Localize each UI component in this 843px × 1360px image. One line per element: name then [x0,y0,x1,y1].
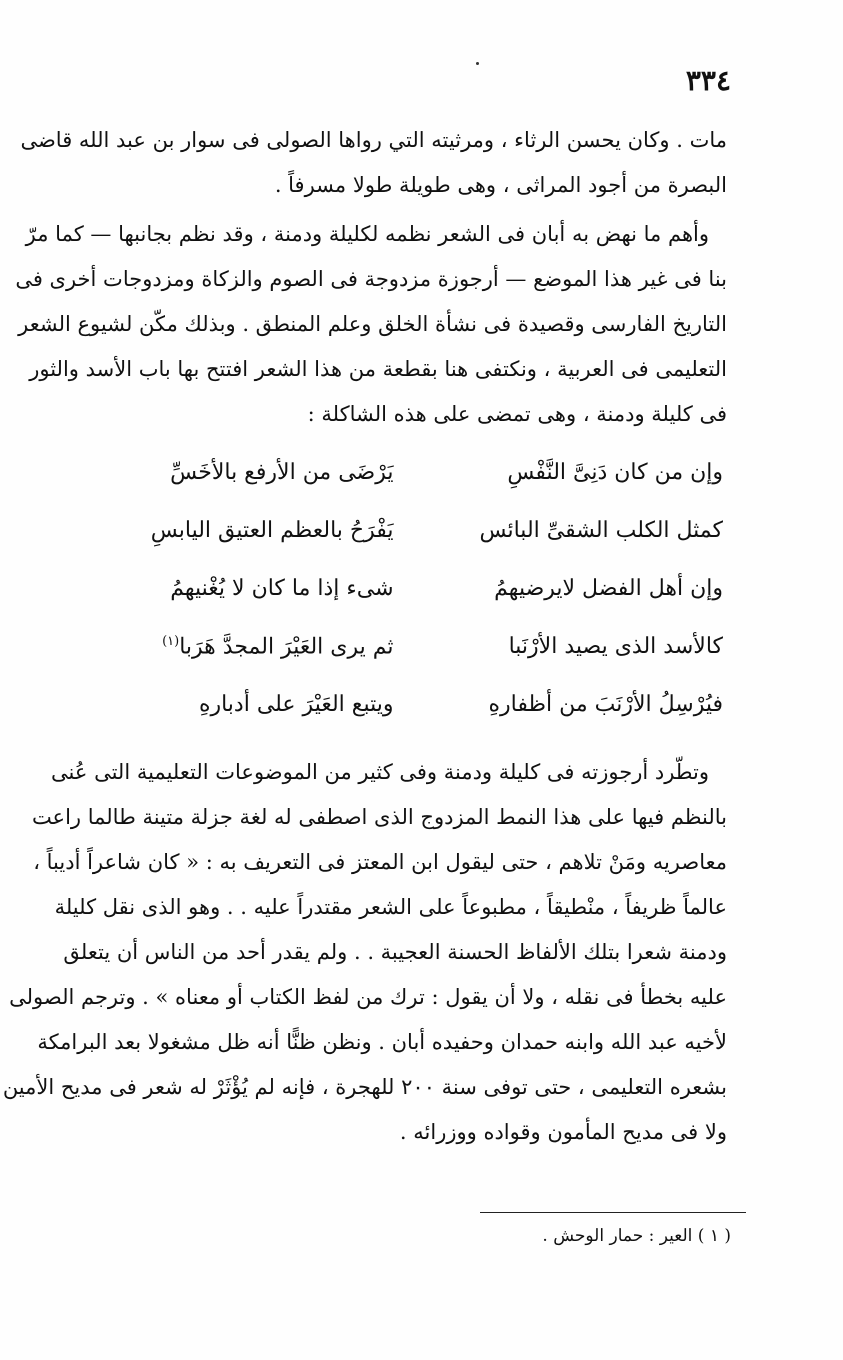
text-line: بنا فى غير هذا الموضع — أرجوزة مزدوجة فى الصوم والزكاة ومزدوجات أخرى فى [15,267,727,291]
poem-verse [70,518,723,576]
paragraph-2 [15,212,727,437]
verse-second-hemistich: ويتبع العَيْرَ على أدبارهِ [198,692,394,717]
verse-first-hemistich: كالأسد الذى يصيد الأرْنَبا [508,634,723,659]
verse-first-hemistich: فيُرْسِلُ الأرْنَبَ من أظفارهِ [488,692,723,717]
verse-text: ثم يرى العَيْرَ المجدَّ هَرَبا [179,634,394,660]
poem [70,460,723,750]
text-line: وتطّرد أرجوزته فى كليلة ودمنة وفى كثير من الموضوعات التعليمية التى عُنى [51,760,709,784]
text-line: وأهم ما نهض به أبان فى الشعر نظمه لكليلة ودمنة ، وقد نظم بجانبها — كما مرّ [25,222,709,246]
verse-first-hemistich: وإن من كان دَنِىَّ النَّفْسِ [507,460,723,485]
verse-second-hemistich [70,634,400,692]
verse-second-hemistich: شىء إذا ما كان لا يُغْنيهمُ [170,576,394,601]
text-line: مات . وكان يحسن الرثاء ، ومرثيته التي رواها الصولى فى سوار بن عبد الله قاضى [20,128,727,152]
verse-second-hemistich: يَرْضَى من الأرفع بالأخَسِّ [170,460,394,485]
text-line: التعليمى فى العربية ، ونكتفى هنا بقطعة من هذا الشعر افتتح بها باب الأسد والثور [29,357,727,381]
paragraph-3 [2,750,727,1155]
verse-first-hemistich: وإن أهل الفضل لايرضيهمُ [494,576,723,601]
paragraph-1 [20,118,727,208]
footnote: ( ١ ) العير : حمار الوحش . [542,1226,731,1246]
footnote-separator [480,1212,746,1213]
text-line: معاصريه ومَنْ تلاهم ، حتى ليقول ابن المعتز فى التعريف به : « كان شاعراً أديباً ، [33,850,727,874]
text-line: بالنظم فيها على هذا النمط المزدوج الذى اصطفى له لغة جزلة متينة طالما راعت [31,805,727,829]
text-line: ودمنة شعرا بتلك الألفاظ الحسنة العجيبة . . ولم يقدر أحد من الناس أن يتعلق [63,940,727,964]
text-line: عليه بخطأ فى نقله ، ولا أن يقول : ترك من لفظ الكتاب أو معناه » . وترجم الصولى [9,985,727,1009]
text-line: عالماً ظريفاً ، منْطيقاً ، مطبوعاً على الشعر مقتدراً عليه . . وهو الذى نقل كليلة [54,895,727,919]
text-line: ولا فى مديح المأمون وقواده ووزرائه . [399,1120,727,1144]
ink-speck [476,62,479,65]
text-line: بشعره التعليمى ، حتى توفى سنة ٢٠٠ للهجرة ، فإنه لم يُؤْثَرْ له شعر فى مديح الأمين [2,1075,727,1099]
poem-verse [70,634,723,692]
page-number: ٣٣٤ [685,64,731,97]
text-line: البصرة من أجود المراثى ، وهى طويلة طولا مسرفاً . [274,173,727,197]
verse-second-hemistich: يَفْرَحُ بالعظم العتيق اليابسِ [150,518,394,543]
poem-verse [70,576,723,634]
poem-verse [70,460,723,518]
text-line: لأخيه عبد الله وابنه حمدان وحفيده أبان . ونظن ظنًّا أنه ظل مشغولا بعد البرامكة [37,1030,727,1054]
text-line: فى كليلة ودمنة ، وهى تمضى على هذه الشاكلة : [307,402,727,426]
footnote-marker: (١) [162,634,180,649]
poem-verse [70,692,723,750]
text-line: التاريخ الفارسى وقصيدة فى نشأة الخلق وعلم المنطق . وبذلك مكّن لشيوع الشعر [18,312,727,336]
verse-first-hemistich: كمثل الكلب الشقىِّ البائس [479,518,723,543]
